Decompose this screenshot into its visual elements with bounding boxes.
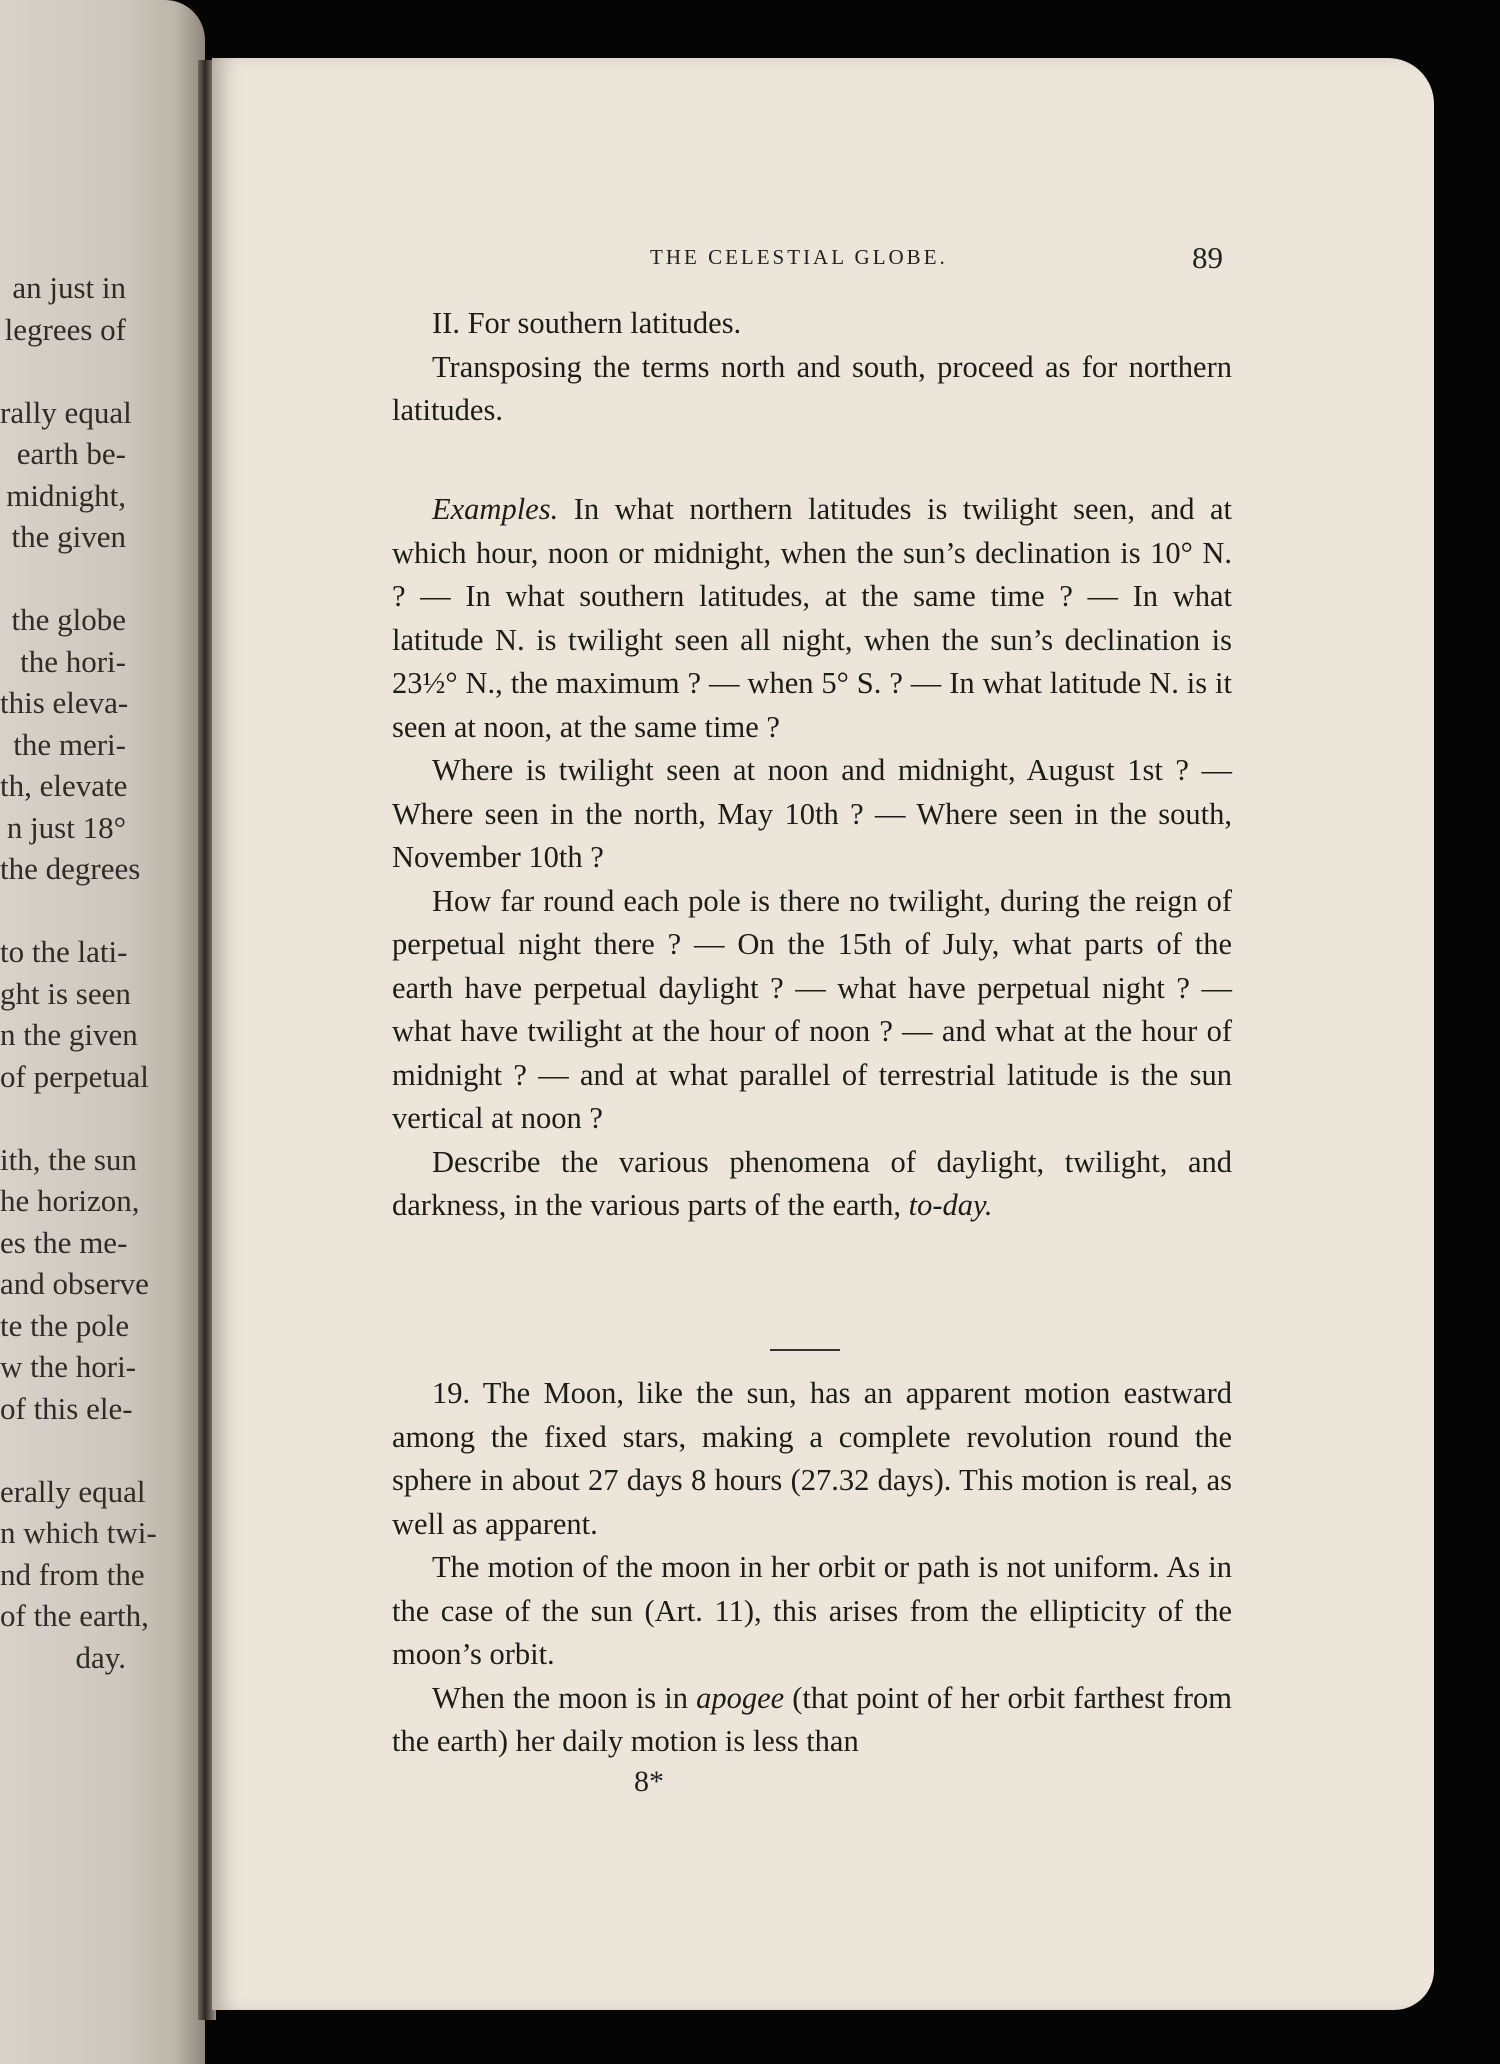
article-19-paragraph-2: The motion of the moon in her orbit or path is not uniform. As in the case of the sun (Art. 11), this arises from the ellipticity of the moon’s orbit. (392, 1550, 1232, 1671)
page-number: 89 (1192, 240, 1223, 275)
section-II-heading: II. For southern latitudes. (432, 306, 742, 340)
left-page-fragment: of the earth, (0, 1598, 149, 1633)
left-page-fragment: n just 18° (6, 809, 126, 845)
left-page-fragment: to the lati- (0, 934, 128, 969)
examples-section (392, 488, 1232, 1228)
left-page-fragment: the hori- (20, 643, 126, 679)
signature-mark: 8* (634, 1765, 664, 1798)
article-19-paragraph-1: 19. The Moon, like the sun, has an apparent motion eastward among the fixed stars, making a complete revolution round the sphere in about 27 days 8 hours (27.32 days). This motion is real, as well as apparent. (392, 1376, 1232, 1541)
left-page-fragment: the given (11, 519, 126, 554)
left-page-fragment: and observe (0, 1266, 149, 1301)
section-II (392, 302, 1232, 433)
left-page-fragment: w the hori- (0, 1349, 137, 1384)
left-page-fragment: ith, the sun (0, 1141, 137, 1177)
running-title: THE CELESTIAL GLOBE. (650, 245, 948, 269)
left-page-fragment: es the me- (0, 1224, 128, 1260)
left-page-fragment: n which twi- (0, 1515, 157, 1550)
left-page-fragment: the degrees (0, 851, 141, 886)
examples-paragraph-4: Describe the various phenomena of daylight, twilight, and darkness, in the various parts of the earth, to-day. (392, 1144, 1232, 1222)
left-page-fragment: n the given (0, 1017, 138, 1052)
left-page-fragment: of perpetual (0, 1058, 149, 1094)
left-page-fragment: of this ele- (0, 1390, 133, 1426)
left-page-fragment: day. (75, 1639, 126, 1675)
section-II-text: Transposing the terms north and south, proceed as for northern latitudes. (392, 349, 1232, 427)
left-page-fragment: te the pole (0, 1307, 130, 1343)
left-page-fragment: earth be- (16, 436, 126, 471)
section-divider (770, 1349, 840, 1351)
left-page-fragment: erally equal (0, 1473, 146, 1509)
left-page-fragment: an just in (12, 270, 126, 305)
left-page-fragment: th, elevate (0, 768, 128, 803)
left-page-fragment: nd from the (0, 1556, 145, 1592)
facing-left-page (0, 0, 205, 2064)
left-page-fragment: ght is seen (0, 975, 131, 1011)
left-page-fragment: the meri- (13, 726, 126, 762)
left-page-fragment: legrees of (4, 311, 126, 347)
examples-label: Examples. (432, 492, 559, 526)
examples-paragraph-2: Where is twilight seen at noon and midnight, August 1st ? — Where seen in the north, May 10th ? — Where seen in the south, November 10th ? (392, 753, 1232, 874)
left-page-fragment: midnight, (6, 477, 126, 513)
left-page-fragment: he horizon, (0, 1183, 140, 1218)
examples-paragraph-1: Examples. In what northern latitudes is twilight seen, and at which hour, noon or midnight, when the sun’s declination is 10° N. ? — In what southern latitudes, at the same time ? — In what latitude N. is twilight seen all night, when the sun’s declination is 23½° N., the maximum ? — when 5° S. ? — In what latitude N. is it seen at noon, at the same time ? (392, 492, 1232, 744)
examples-paragraph-3: How far round each pole is there no twilight, during the reign of perpetual night there ? — On the 15th of July, what parts of the earth have perpetual daylight ? — what have perpetual night ? — what have twilight at the hour of noon ? — and what at the hour of midnight ? — and at what parallel of terrestrial latitude is the sun vertical at noon ? (392, 883, 1232, 1135)
article-19 (392, 1372, 1232, 1764)
left-page-fragment: this eleva- (0, 685, 129, 720)
left-page-fragment: the globe (11, 602, 126, 637)
article-19-paragraph-3: When the moon is in apogee (that point of her orbit farthest from the earth) her daily motion is less than (392, 1680, 1233, 1758)
left-page-fragment: rally equal (0, 394, 132, 430)
